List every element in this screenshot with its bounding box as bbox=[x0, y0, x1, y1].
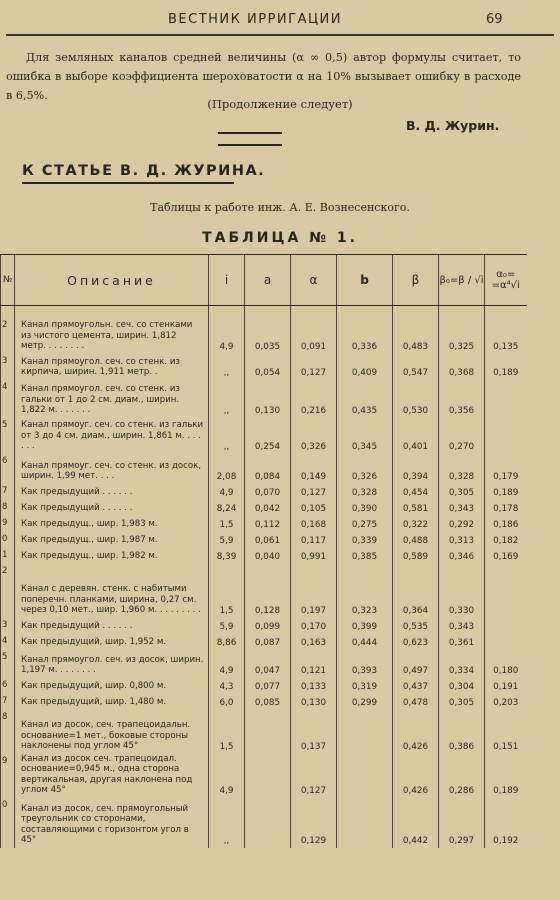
row-description: Как предыдущ., шир. 1,987 м. bbox=[15, 532, 209, 548]
cell-beta: 0,401 bbox=[393, 418, 439, 454]
intro-paragraph: Для земляных каналов средней величины (α ∞ 0,5) автор формулы считает, то ошибка в выборе коэффициента шероховатости α на 10% вызывает ошибку в расходе в 6,5%. bbox=[6, 51, 521, 102]
row-description: Как предыдущий . . . . . . bbox=[15, 484, 209, 500]
cell-a: 0,099 bbox=[245, 618, 291, 634]
row-number: 5 bbox=[1, 650, 15, 678]
row-description: Как предыдущий, шир. 1,480 м. bbox=[15, 694, 209, 710]
article-subtitle: Таблицы к работе инж. А. Е. Вознесенского. bbox=[150, 201, 410, 214]
row-number: 3 bbox=[1, 618, 15, 634]
cell-i: 5,9 bbox=[209, 618, 245, 634]
continued-note: (Продолжение следует) bbox=[207, 97, 353, 111]
cell-beta0: 0,356 bbox=[439, 380, 485, 418]
row-number: 1 bbox=[1, 548, 15, 564]
cell-b: 0,393 bbox=[337, 650, 393, 678]
cell-alpha: 0,163 bbox=[291, 634, 337, 650]
cell-alpha: 0,130 bbox=[291, 694, 337, 710]
cell-beta0: 0,292 bbox=[439, 516, 485, 532]
cell-a: 0,112 bbox=[245, 516, 291, 532]
cell-b: 0,444 bbox=[337, 634, 393, 650]
row-number: 0 bbox=[1, 532, 15, 548]
cell-beta: 0,497 bbox=[393, 650, 439, 678]
cell-beta: 0,394 bbox=[393, 454, 439, 484]
cell-i: 8,39 bbox=[209, 548, 245, 564]
cell-b bbox=[337, 754, 393, 798]
cell-alpha: 0,168 bbox=[291, 516, 337, 532]
cell-beta: 0,581 bbox=[393, 500, 439, 516]
cell-a bbox=[245, 798, 291, 848]
cell-a: 0,040 bbox=[245, 548, 291, 564]
cell-a bbox=[245, 710, 291, 754]
cell-beta: 0,535 bbox=[393, 618, 439, 634]
cell-i: 6,0 bbox=[209, 694, 245, 710]
table-row bbox=[1, 418, 527, 454]
cell-i: 4,3 bbox=[209, 678, 245, 694]
cell-alpha: 0,216 bbox=[291, 380, 337, 418]
table-row bbox=[1, 694, 527, 710]
cell-alpha0: 0,191 bbox=[485, 678, 527, 694]
cell-alpha: 0,326 bbox=[291, 418, 337, 454]
cell-alpha0 bbox=[485, 564, 527, 618]
cell-beta: 0,426 bbox=[393, 754, 439, 798]
cell-alpha0 bbox=[485, 634, 527, 650]
cell-alpha: 0,117 bbox=[291, 532, 337, 548]
cell-i: ,, bbox=[209, 418, 245, 454]
cell-a: 0,085 bbox=[245, 694, 291, 710]
row-description: Как предыдущ., шир. 1,982 м. bbox=[15, 548, 209, 564]
cell-beta0: 0,334 bbox=[439, 650, 485, 678]
cell-a: 0,054 bbox=[245, 354, 291, 380]
cell-alpha0 bbox=[485, 418, 527, 454]
cell-a bbox=[245, 754, 291, 798]
cell-beta: 0,623 bbox=[393, 634, 439, 650]
cell-b: 0,345 bbox=[337, 418, 393, 454]
cell-beta: 0,442 bbox=[393, 798, 439, 848]
cell-b: 0,385 bbox=[337, 548, 393, 564]
row-number: 0 bbox=[1, 798, 15, 848]
cell-beta: 0,454 bbox=[393, 484, 439, 500]
cell-i: 4,9 bbox=[209, 484, 245, 500]
data-table-wrapper bbox=[0, 254, 526, 848]
cell-alpha0: 0,169 bbox=[485, 548, 527, 564]
cell-alpha0: 0,151 bbox=[485, 710, 527, 754]
cell-beta0: 0,297 bbox=[439, 798, 485, 848]
cell-a: 0,047 bbox=[245, 650, 291, 678]
table-row bbox=[1, 516, 527, 532]
table-row bbox=[1, 634, 527, 650]
cell-beta0: 0,313 bbox=[439, 532, 485, 548]
row-number: 3 bbox=[1, 354, 15, 380]
table-row bbox=[1, 548, 527, 564]
table-row bbox=[1, 500, 527, 516]
cell-beta0: 0,325 bbox=[439, 306, 485, 354]
row-description: Как предыдущ., шир. 1,983 м. bbox=[15, 516, 209, 532]
cell-beta0: 0,304 bbox=[439, 678, 485, 694]
table-row bbox=[1, 532, 527, 548]
cell-i: 5,9 bbox=[209, 532, 245, 548]
cell-b: 0,339 bbox=[337, 532, 393, 548]
table-row bbox=[1, 454, 527, 484]
article-title-underline bbox=[22, 182, 234, 184]
row-number: 4 bbox=[1, 634, 15, 650]
row-description: Как предыдущий, шир. 0,800 м. bbox=[15, 678, 209, 694]
table-row bbox=[1, 354, 527, 380]
header-beta: β bbox=[393, 255, 439, 306]
cell-alpha0: 0,182 bbox=[485, 532, 527, 548]
cell-alpha: 0,991 bbox=[291, 548, 337, 564]
row-description: Канал прямоуг. сеч. со стенк. из гальки от 3 до 4 см. диам., ширин. 1,861 м. . . . . . . bbox=[15, 418, 209, 454]
cell-i: ,, bbox=[209, 798, 245, 848]
cell-a: 0,042 bbox=[245, 500, 291, 516]
cell-alpha0: 0,180 bbox=[485, 650, 527, 678]
header-a: a bbox=[245, 255, 291, 306]
cell-beta0: 0,343 bbox=[439, 618, 485, 634]
running-head bbox=[0, 12, 560, 32]
data-table bbox=[0, 254, 527, 848]
cell-alpha: 0,105 bbox=[291, 500, 337, 516]
cell-alpha: 0,121 bbox=[291, 650, 337, 678]
cell-b: 0,409 bbox=[337, 354, 393, 380]
cell-b bbox=[337, 710, 393, 754]
cell-i: 2,08 bbox=[209, 454, 245, 484]
cell-b bbox=[337, 798, 393, 848]
cell-b: 0,328 bbox=[337, 484, 393, 500]
cell-a: 0,254 bbox=[245, 418, 291, 454]
table-title: ТАБЛИЦА № 1. bbox=[202, 230, 358, 246]
cell-i: 4,9 bbox=[209, 650, 245, 678]
header-b: b bbox=[337, 255, 393, 306]
table-row bbox=[1, 380, 527, 418]
cell-beta: 0,530 bbox=[393, 380, 439, 418]
row-description: Как предыдущий, шир. 1,952 м. bbox=[15, 634, 209, 650]
section-divider bbox=[218, 132, 282, 146]
cell-b: 0,326 bbox=[337, 454, 393, 484]
cell-i: 8,24 bbox=[209, 500, 245, 516]
cell-a: 0,077 bbox=[245, 678, 291, 694]
cell-beta0: 0,386 bbox=[439, 710, 485, 754]
cell-a: 0,061 bbox=[245, 532, 291, 548]
cell-beta0: 0,330 bbox=[439, 564, 485, 618]
table-row bbox=[1, 798, 527, 848]
cell-b: 0,319 bbox=[337, 678, 393, 694]
table-row bbox=[1, 650, 527, 678]
table-row bbox=[1, 306, 527, 354]
cell-beta0: 0,328 bbox=[439, 454, 485, 484]
cell-alpha0: 0,203 bbox=[485, 694, 527, 710]
cell-beta: 0,437 bbox=[393, 678, 439, 694]
article-title: К СТАТЬЕ В. Д. ЖУРИНА. bbox=[22, 163, 266, 179]
row-number: 2 bbox=[1, 564, 15, 618]
cell-a: 0,035 bbox=[245, 306, 291, 354]
header-description: Описание bbox=[15, 255, 209, 306]
cell-alpha0 bbox=[485, 618, 527, 634]
cell-i: 8,86 bbox=[209, 634, 245, 650]
row-number: 7 bbox=[1, 484, 15, 500]
row-number: 2 bbox=[1, 306, 15, 354]
row-description: Канал прямоугол. сеч. со стенк. из кирпича, ширин. 1,911 метр. . bbox=[15, 354, 209, 380]
header-alpha-formula: α₀= =α⁴√i bbox=[485, 255, 527, 306]
cell-a: 0,128 bbox=[245, 564, 291, 618]
row-number: 5 bbox=[1, 418, 15, 454]
header-beta-formula: β₀=β / √i bbox=[439, 255, 485, 306]
row-number: 8 bbox=[1, 710, 15, 754]
row-description: Канал прямоугол. сеч. со стенк. из гальки от 1 до 2 см. диам., ширин. 1,822 м. . . . . . . bbox=[15, 380, 209, 418]
row-description: Как предыдущий . . . . . . bbox=[15, 618, 209, 634]
cell-i: 4,9 bbox=[209, 306, 245, 354]
row-number: 9 bbox=[1, 754, 15, 798]
row-description: Канал из досок сеч. трапецоидал. основание=0,945 м., одна сторона вертикальная, другая наклонена под углом 45° bbox=[15, 754, 209, 798]
row-number: 8 bbox=[1, 500, 15, 516]
row-number: 4 bbox=[1, 380, 15, 418]
cell-alpha: 0,133 bbox=[291, 678, 337, 694]
table-row bbox=[1, 678, 527, 694]
row-description: Канал из досок, сеч. прямоугольный треугольник со сторонами, составляющими с горизонтом угол в 45° bbox=[15, 798, 209, 848]
row-description: Как предыдущий . . . . . . bbox=[15, 500, 209, 516]
cell-alpha: 0,127 bbox=[291, 754, 337, 798]
header-rule bbox=[6, 34, 554, 36]
cell-alpha: 0,197 bbox=[291, 564, 337, 618]
cell-i: ,, bbox=[209, 354, 245, 380]
cell-beta: 0,488 bbox=[393, 532, 439, 548]
cell-alpha0: 0,179 bbox=[485, 454, 527, 484]
cell-beta0: 0,368 bbox=[439, 354, 485, 380]
cell-beta0: 0,346 bbox=[439, 548, 485, 564]
table-row bbox=[1, 618, 527, 634]
cell-i: 1,5 bbox=[209, 564, 245, 618]
cell-b: 0,390 bbox=[337, 500, 393, 516]
cell-beta: 0,364 bbox=[393, 564, 439, 618]
cell-b: 0,275 bbox=[337, 516, 393, 532]
journal-title: ВЕСТНИК ИРРИГАЦИИ bbox=[168, 12, 343, 27]
cell-i: ,, bbox=[209, 380, 245, 418]
row-description: Канал прямоуг. сеч. со стенк. из досок, ширин. 1,99 мет. . . . bbox=[15, 454, 209, 484]
page-number: 69 bbox=[486, 12, 503, 27]
row-description: Канал с деревян. стенк. с набитыми поперечн. планками, ширина, 0,27 см. через 0,10 мет., шир. 1,960 м. . . . . . . . . bbox=[15, 564, 209, 618]
cell-alpha0: 0,186 bbox=[485, 516, 527, 532]
cell-beta0: 0,361 bbox=[439, 634, 485, 650]
cell-alpha0: 0,189 bbox=[485, 484, 527, 500]
cell-beta0: 0,270 bbox=[439, 418, 485, 454]
cell-beta0: 0,305 bbox=[439, 694, 485, 710]
table-row bbox=[1, 564, 527, 618]
table-row bbox=[1, 484, 527, 500]
cell-b: 0,435 bbox=[337, 380, 393, 418]
cell-beta0: 0,305 bbox=[439, 484, 485, 500]
cell-beta: 0,322 bbox=[393, 516, 439, 532]
cell-alpha0 bbox=[485, 380, 527, 418]
cell-b: 0,399 bbox=[337, 618, 393, 634]
row-number: 7 bbox=[1, 694, 15, 710]
row-description: Канал прямоугол. сеч. из досок, ширин. 1,197 м. . . . . . . . bbox=[15, 650, 209, 678]
cell-b: 0,299 bbox=[337, 694, 393, 710]
row-description: Канал из досок, сеч. трапецоидальн. основание=1 мет., боковые стороны наклонены под углом 45° bbox=[15, 710, 209, 754]
cell-alpha0: 0,189 bbox=[485, 354, 527, 380]
cell-alpha0: 0,189 bbox=[485, 754, 527, 798]
cell-alpha: 0,137 bbox=[291, 710, 337, 754]
header-no: № bbox=[1, 255, 15, 306]
cell-a: 0,087 bbox=[245, 634, 291, 650]
cell-alpha: 0,127 bbox=[291, 354, 337, 380]
cell-alpha: 0,170 bbox=[291, 618, 337, 634]
cell-alpha: 0,129 bbox=[291, 798, 337, 848]
cell-alpha: 0,127 bbox=[291, 484, 337, 500]
cell-alpha0: 0,178 bbox=[485, 500, 527, 516]
header-alpha: α bbox=[291, 255, 337, 306]
cell-beta: 0,483 bbox=[393, 306, 439, 354]
row-description: Канал прямоугольн. сеч. со стенками из чистого цемента, ширин. 1,812 метр. . . . . . . . bbox=[15, 306, 209, 354]
header-i: i bbox=[209, 255, 245, 306]
cell-a: 0,130 bbox=[245, 380, 291, 418]
author-signature: В. Д. Журин. bbox=[406, 118, 500, 133]
row-number: 6 bbox=[1, 454, 15, 484]
cell-b: 0,323 bbox=[337, 564, 393, 618]
cell-beta: 0,547 bbox=[393, 354, 439, 380]
cell-beta0: 0,286 bbox=[439, 754, 485, 798]
cell-i: 4,9 bbox=[209, 754, 245, 798]
cell-a: 0,070 bbox=[245, 484, 291, 500]
cell-beta: 0,478 bbox=[393, 694, 439, 710]
cell-b: 0,336 bbox=[337, 306, 393, 354]
table-header-row bbox=[1, 255, 527, 306]
cell-i: 1,5 bbox=[209, 516, 245, 532]
cell-a: 0,084 bbox=[245, 454, 291, 484]
cell-beta0: 0,343 bbox=[439, 500, 485, 516]
cell-alpha0: 0,135 bbox=[485, 306, 527, 354]
cell-alpha: 0,149 bbox=[291, 454, 337, 484]
row-number: 6 bbox=[1, 678, 15, 694]
cell-beta: 0,426 bbox=[393, 710, 439, 754]
cell-alpha: 0,091 bbox=[291, 306, 337, 354]
table-row bbox=[1, 754, 527, 798]
row-number: 9 bbox=[1, 516, 15, 532]
table-body bbox=[1, 306, 527, 848]
cell-alpha0: 0,192 bbox=[485, 798, 527, 848]
cell-i: 1,5 bbox=[209, 710, 245, 754]
table-row bbox=[1, 710, 527, 754]
cell-beta: 0,589 bbox=[393, 548, 439, 564]
